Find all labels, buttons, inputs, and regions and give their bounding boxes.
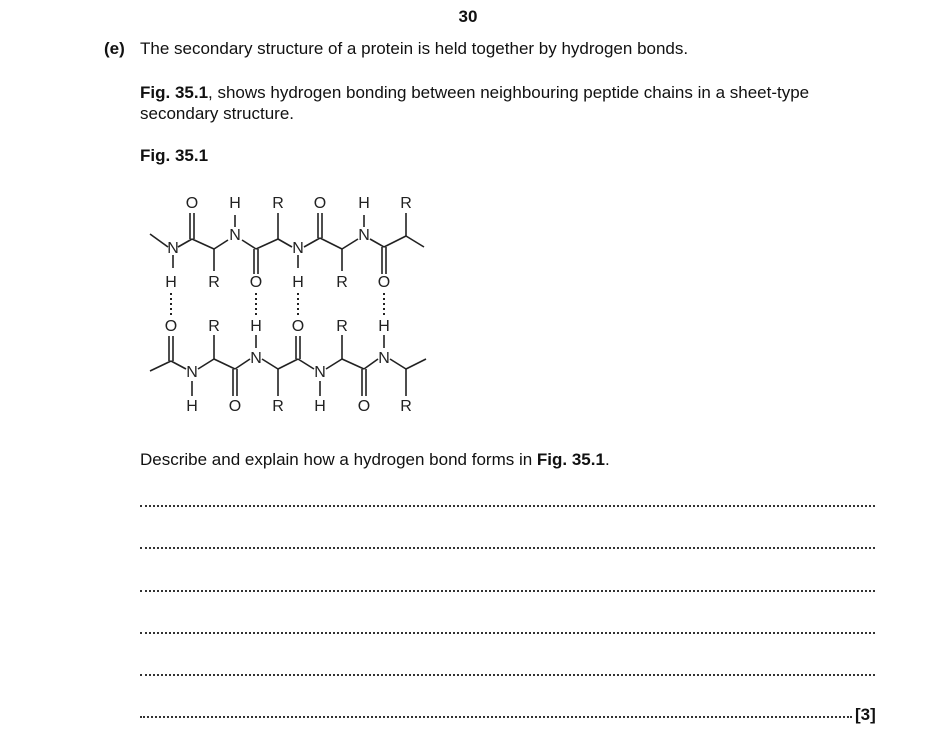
nitrogen-atom: N xyxy=(378,350,390,367)
answer-line[interactable] xyxy=(140,547,875,549)
prompt-end: . xyxy=(604,450,610,469)
figure-title: Fig. 35.1 xyxy=(140,146,209,165)
oxygen-atom: O xyxy=(164,318,178,335)
hydrogen-bonds xyxy=(171,293,384,315)
nitrogen-atom: N xyxy=(186,364,198,381)
r-group-label: R xyxy=(208,318,220,335)
oxygen-atom: O xyxy=(291,318,305,335)
figure-description-text: , shows hydrogen bonding between neighbouring peptide chains in a sheet-type secondary structure. xyxy=(140,83,810,123)
question-prompt xyxy=(140,450,610,470)
hydrogen-atom: H xyxy=(314,398,326,415)
answer-line[interactable] xyxy=(140,505,875,507)
figure-ref: Fig. 35.1 xyxy=(536,450,605,469)
oxygen-atom: O xyxy=(185,195,199,212)
r-group-label: R xyxy=(400,195,412,212)
nitrogen-atom: N xyxy=(229,227,241,244)
answer-line[interactable] xyxy=(140,590,875,592)
nitrogen-atom: N xyxy=(314,364,326,381)
answer-line[interactable] xyxy=(140,716,852,718)
question-intro: The secondary structure of a protein is held together by hydrogen bonds. xyxy=(140,39,689,58)
r-group-label: R xyxy=(208,274,220,291)
hydrogen-atom: H xyxy=(186,398,198,415)
hydrogen-atom: H xyxy=(165,274,177,291)
oxygen-atom: O xyxy=(249,274,263,291)
nitrogen-atom: N xyxy=(358,227,370,244)
nitrogen-atom: N xyxy=(167,240,179,257)
r-group-label: R xyxy=(336,318,348,335)
answer-line[interactable] xyxy=(140,632,875,634)
hydrogen-atom: H xyxy=(378,318,390,335)
peptide-sheet-diagram xyxy=(140,183,440,423)
top-chain-bonds xyxy=(150,213,424,274)
hydrogen-atom: H xyxy=(250,318,262,335)
figure-description xyxy=(140,82,880,124)
marks-label: [3] xyxy=(855,705,876,724)
oxygen-atom: O xyxy=(357,398,371,415)
answer-line[interactable] xyxy=(140,674,875,676)
oxygen-atom: O xyxy=(313,195,327,212)
r-group-label: R xyxy=(272,195,284,212)
r-group-label: R xyxy=(400,398,412,415)
oxygen-atom: O xyxy=(377,274,391,291)
page-number: 30 xyxy=(458,7,478,26)
oxygen-atom: O xyxy=(228,398,242,415)
prompt-text: Describe and explain how a hydrogen bond forms in xyxy=(140,450,537,469)
r-group-label: R xyxy=(272,398,284,415)
question-part-label: (e) xyxy=(104,39,125,58)
nitrogen-atom: N xyxy=(292,240,304,257)
r-group-label: R xyxy=(336,274,348,291)
figure-ref: Fig. 35.1 xyxy=(140,83,209,102)
hydrogen-atom: H xyxy=(229,195,241,212)
hydrogen-atom: H xyxy=(358,195,370,212)
hydrogen-atom: H xyxy=(292,274,304,291)
nitrogen-atom: N xyxy=(250,350,262,367)
